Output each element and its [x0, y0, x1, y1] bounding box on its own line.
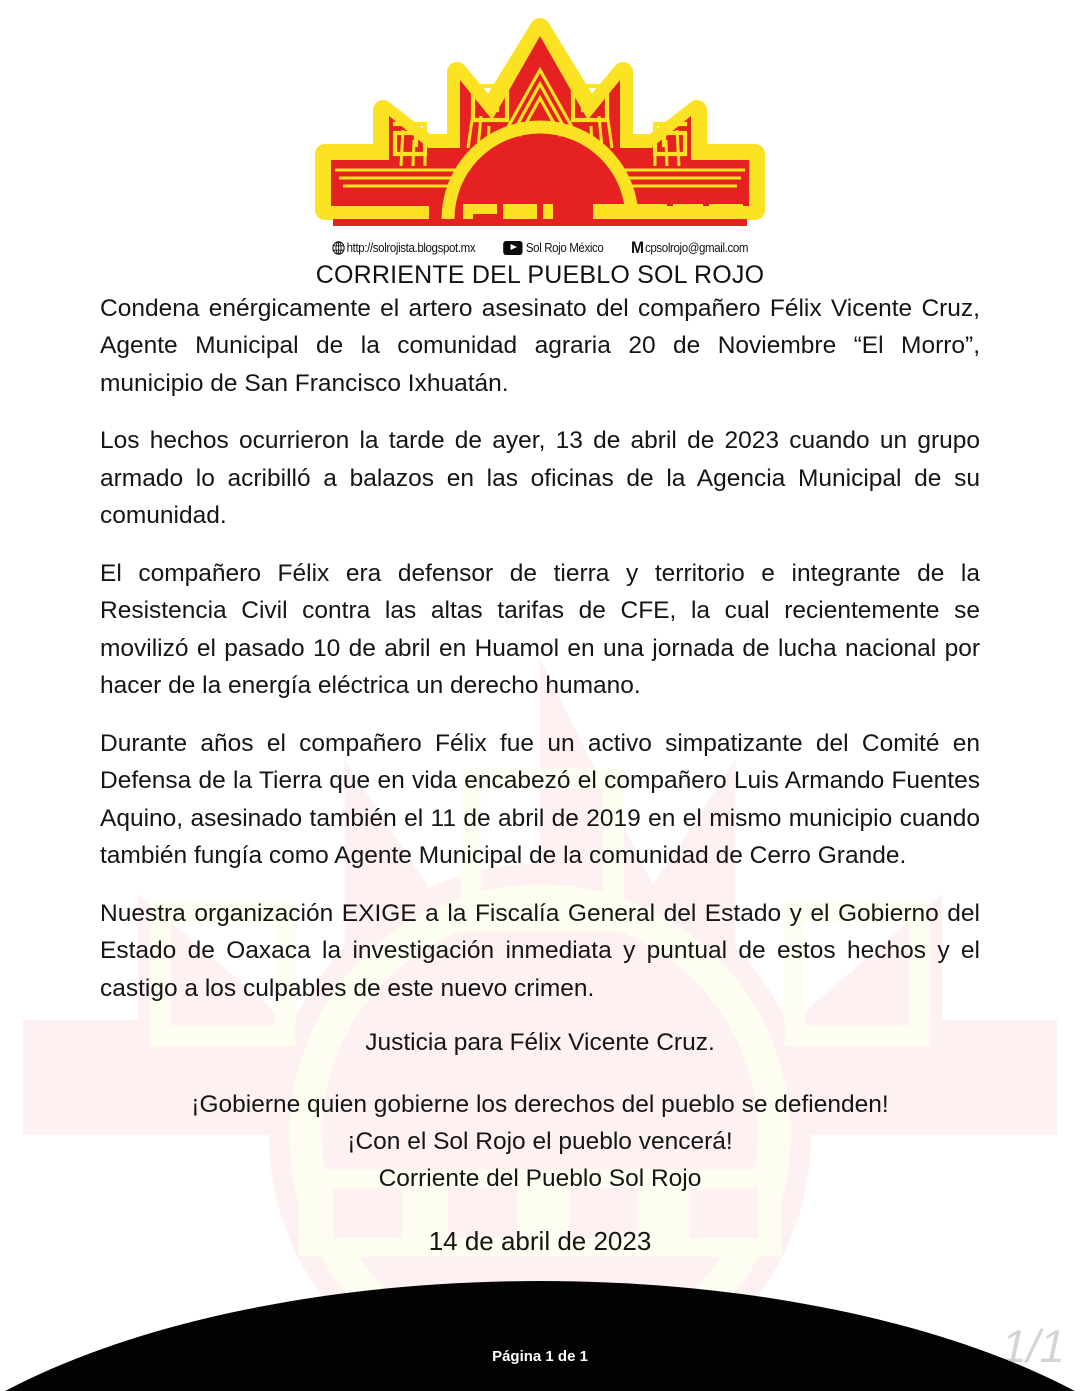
footer-arc-banner	[0, 1281, 1080, 1391]
body-paragraph: Los hechos ocurrieron la tarde de ayer, 13 de abril de 2023 cuando un grupo armado lo acribilló a balazos en las oficinas de la Agencia Municipal de su comunidad.	[100, 427, 980, 530]
sol-rojo-logo-icon	[305, 14, 775, 242]
sol-rojo-logo	[305, 14, 775, 256]
chant-line: ¡Gobierne quien gobierne los derechos del pueblo se defienden!	[191, 1090, 889, 1118]
contact-email-label: cpsolrojo@gmail.com	[645, 240, 749, 255]
contact-youtube[interactable]	[503, 241, 604, 255]
body-paragraph: Nuestra organización EXIGE a la Fiscalía General del Estado y el Gobierno del Estado de Oaxaca la investigación inmediata y puntual de estos hechos y el castigo a los culpables de este nuevo crimen.	[100, 899, 980, 1002]
document-header	[0, 0, 1080, 290]
contact-website[interactable]	[332, 241, 475, 255]
logo-contact-bar	[324, 239, 756, 256]
page-number-label: Página 1 de 1	[492, 1348, 588, 1365]
contact-youtube-label: Sol Rojo México	[525, 240, 604, 255]
page-title: CORRIENTE DEL PUEBLO SOL ROJO	[315, 261, 765, 289]
gmail-icon: M	[631, 238, 644, 257]
document-body	[0, 290, 1080, 1257]
chant-group	[100, 1086, 980, 1198]
corner-page-watermark: 1/1	[996, 1320, 1072, 1372]
contact-website-label: http://solrojista.blogspot.mx	[346, 240, 476, 255]
slogan-block	[100, 1025, 980, 1197]
chant-line: Corriente del Pueblo Sol Rojo	[378, 1165, 702, 1193]
body-paragraph: El compañero Félix era defensor de tierra y territorio e integrante de la Resistencia Civil contra las altas tarifas de CFE, la cual recientemente se movilizó el pasado 10 de abril en Huamol en una jornada de lucha nacional por hacer de la energía eléctrica un derecho humano.	[100, 559, 980, 700]
body-paragraph: Durante años el compañero Félix fue un activo simpatizante del Comité en Defensa de la Tierra que en vida encabezó el compañero Luis Armando Fuentes Aquino, asesinado también el 11 de abril de 2019 en el mismo municipio cuando también fungía como Agente Municipal de la comunidad de Cerro Grande.	[100, 729, 980, 870]
chant-line: ¡Con el Sol Rojo el pueblo vencerá!	[347, 1128, 733, 1156]
contact-email[interactable]	[631, 239, 748, 256]
globe-icon	[332, 241, 345, 255]
body-paragraph: Condena enérgicamente el artero asesinato del compañero Félix Vicente Cruz, Agente Municipal de la comunidad agraria 20 de Noviembre “El Morro”, municipio de San Francisco Ixhuatán.	[100, 295, 980, 397]
youtube-icon	[503, 241, 522, 255]
document-date: 14 de abril de 2023	[428, 1225, 652, 1256]
justice-line: Justicia para Félix Vicente Cruz.	[365, 1029, 715, 1057]
